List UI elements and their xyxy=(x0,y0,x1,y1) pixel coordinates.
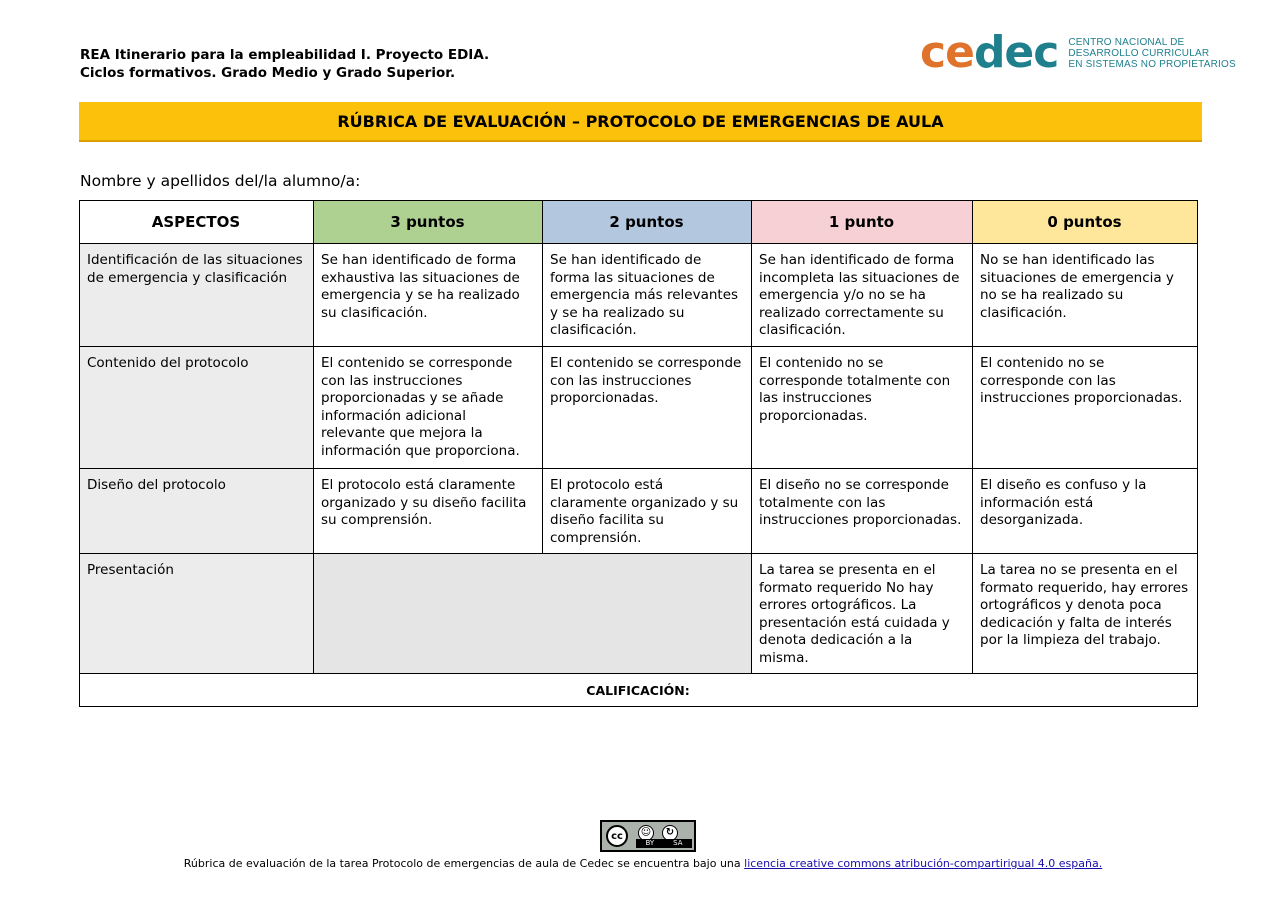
logo-word-part1: ce xyxy=(920,27,974,78)
license-footer xyxy=(0,857,1286,870)
cc-badge-strip xyxy=(636,839,692,848)
criteria-cell-3: Se han identificado de forma exhaustiva las situaciones de emergencia y se ha realizado su clasificación. xyxy=(314,244,543,347)
header-aspectos: ASPECTOS xyxy=(80,201,314,244)
logo-word-part2: dec xyxy=(973,27,1059,78)
criteria-cell-2: El contenido se corresponde con las instrucciones proporcionadas. xyxy=(543,347,752,469)
rubric-table xyxy=(79,200,1198,707)
cc-icon: cc xyxy=(606,825,628,847)
criteria-cell-2: Se han identificado de forma las situaciones de emergencia más relevantes y se ha realizado su clasificación. xyxy=(543,244,752,347)
header-line-2: Ciclos formativos. Grado Medio y Grado Superior. xyxy=(80,65,456,81)
criteria-cell-3: El contenido se corresponde con las instrucciones proporcionadas y se añade información adicional relevante que mejora la información que proporciona. xyxy=(314,347,543,469)
license-text: Rúbrica de evaluación de la tarea Protocolo de emergencias de aula de Cedec se encuentra bajo una xyxy=(183,857,745,870)
logo-sub-line-2: DESARROLLO CURRICULAR xyxy=(1068,47,1210,59)
license-link[interactable]: licencia creative commons atribución-compartirigual 4.0 españa. xyxy=(744,857,1103,870)
criteria-cell-1: El diseño no se corresponde totalmente con las instrucciones proporcionadas. xyxy=(752,469,973,554)
header-2-puntos: 2 puntos xyxy=(543,201,752,244)
header-line-1: REA Itinerario para la empleabilidad I. Proyecto EDIA. xyxy=(80,47,490,63)
header-1-punto: 1 punto xyxy=(752,201,973,244)
calificacion-cell: CALIFICACIÓN: xyxy=(80,674,1198,707)
table-header-row xyxy=(80,201,1198,244)
aspect-cell: Contenido del protocolo xyxy=(80,347,314,469)
criteria-cell-0: El diseño es confuso y la información está desorganizada. xyxy=(973,469,1198,554)
badge-by-label: BY xyxy=(645,839,655,847)
badge-sa-label: SA xyxy=(673,839,683,847)
logo-wordmark xyxy=(920,27,1059,78)
aspect-cell: Presentación xyxy=(80,554,314,674)
criteria-cell-0: La tarea no se presenta en el formato requerido, hay errores ortográficos y denota poca dedicación y falta de interés por la limpieza del trabajo. xyxy=(973,554,1198,674)
criteria-cell-0: No se han identificado las situaciones de emergencia y no se ha realizado su clasificación. xyxy=(973,244,1198,347)
logo-sub-line-1: CENTRO NACIONAL DE xyxy=(1068,36,1185,48)
by-person-icon: ☺ xyxy=(638,825,654,841)
header-3-puntos: 3 puntos xyxy=(314,201,543,244)
criteria-cell-1: La tarea se presenta en el formato requerido No hay errores ortográficos. La presentación está cuidada y denota dedicación a la misma. xyxy=(752,554,973,674)
criteria-cell-1: Se han identificado de forma incompleta las situaciones de emergencia y/o no se ha realizado correctamente su clasificación. xyxy=(752,244,973,347)
logo-sub-line-3: EN SISTEMAS NO PROPIETARIOS xyxy=(1068,58,1236,70)
calificacion-row xyxy=(80,674,1198,707)
table-row xyxy=(80,554,1198,674)
cedec-logo xyxy=(920,27,1236,78)
document-header xyxy=(80,46,489,82)
share-alike-icon: ↻ xyxy=(662,825,678,841)
criteria-cell-3: El protocolo está claramente organizado y su diseño facilita su comprensión. xyxy=(314,469,543,554)
table-row xyxy=(80,469,1198,554)
aspect-cell: Diseño del protocolo xyxy=(80,469,314,554)
cc-license-badge[interactable] xyxy=(600,820,696,852)
logo-subtitle xyxy=(1068,37,1235,70)
table-row xyxy=(80,347,1198,469)
criteria-cell-1: El contenido no se corresponde totalmente con las instrucciones proporcionadas. xyxy=(752,347,973,469)
rubric-title: RÚBRICA DE EVALUACIÓN – PROTOCOLO DE EMERGENCIAS DE AULA xyxy=(337,111,944,131)
empty-merged-cell xyxy=(314,554,752,674)
criteria-cell-0: El contenido no se corresponde con las instrucciones proporcionadas. xyxy=(973,347,1198,469)
student-name-label: Nombre y apellidos del/la alumno/a: xyxy=(80,172,361,190)
rubric-title-banner xyxy=(79,102,1202,142)
aspect-cell: Identificación de las situaciones de emergencia y clasificación xyxy=(80,244,314,347)
criteria-cell-2: El protocolo está claramente organizado y su diseño facilita su comprensión. xyxy=(543,469,752,554)
header-0-puntos: 0 puntos xyxy=(973,201,1198,244)
table-row xyxy=(80,244,1198,347)
